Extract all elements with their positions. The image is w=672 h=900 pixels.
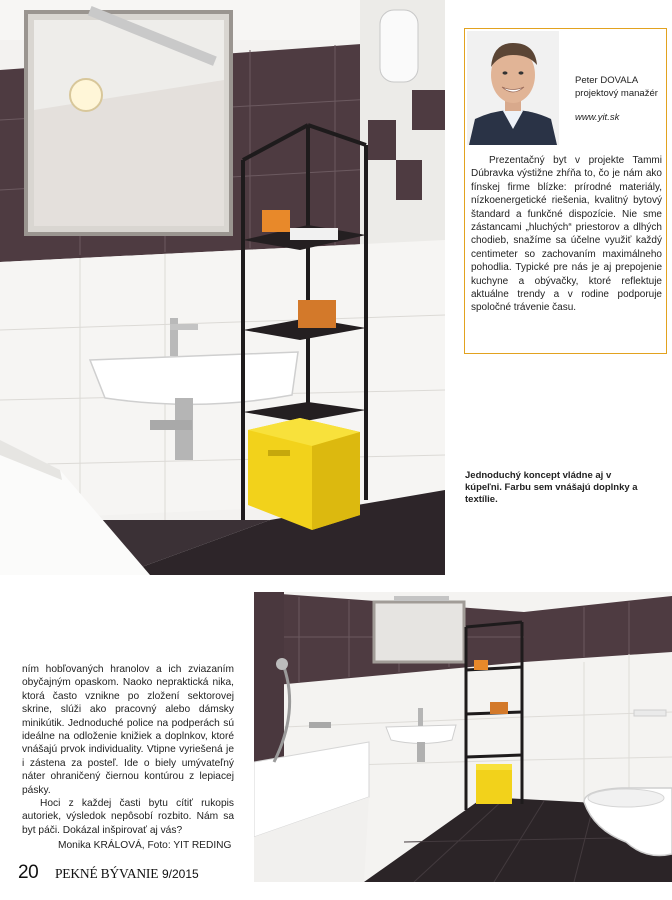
article-body (22, 663, 234, 837)
bathroom-illustration-bottom (254, 592, 672, 882)
person-website: www.yit.sk (575, 112, 620, 123)
magazine-name: PEKNÉ BÝVANIE (55, 866, 159, 881)
photo-caption: Jednoduchý koncept vládne aj v kúpeľni. Farbu sem vnášajú doplnky a textílie. (465, 470, 638, 506)
article-paragraph-1: ním hobľovaných hranolov a ich zviazaním obyčajným opaskom. Naoko nepraktická nika, ktorá často vznikne po zložení sektorovej skrine, slúži ako pracovný alebo dámsky minikútik. Jednoduché police na podperách sú ideálne na odloženie knižiek a doplnkov, ktoré vnášajú prvok individuality. Vtipne vyriešená je i zástena za posteľ. Ide o biely umývateľný náter ohraničený čiernou kontúrou z lepiacej pásky. (22, 664, 234, 796)
page-number: 20 (18, 862, 39, 883)
bathroom-illustration-top (0, 0, 445, 575)
quote-text: Prezentačný byt v projekte Tammi Dúbravka výstižne zhŕňa to, čo je nám ako fínskej firme blízke: prírodné materiály, nízkoenergetické riešenia, kvalitný bytový štandard a funkčné dispozície. Nie sme zástancami „hluchých“ priestorov a dlhých chodieb, snažíme sa účelne využiť každý centimeter so zachovaním maximálneho pohodlia. Typické pre nás je aj prepojenie kuchyne a obývačky, ktoré reflektuje aktuálne trendy a v rodine podporuje spoločné trávenie času. (471, 155, 662, 314)
bathroom-photo-bottom (254, 592, 672, 882)
person-role: projektový manažér (575, 88, 658, 99)
bathroom-photo-top (0, 0, 445, 575)
author-credit: Monika KRÁLOVÁ, Foto: YIT REDING (58, 840, 232, 851)
article-paragraph-2: Hoci z každej časti bytu cítiť rukopis autoriek, výsledok nepôsobí rozbito. Nám sa byt páči. Dokázal inšpirovať aj vás? (22, 798, 234, 836)
quote-box (464, 28, 667, 354)
person-name: Peter DOVALA (575, 75, 639, 86)
portrait-photo (467, 31, 559, 145)
issue-number: 9/2015 (162, 867, 199, 881)
